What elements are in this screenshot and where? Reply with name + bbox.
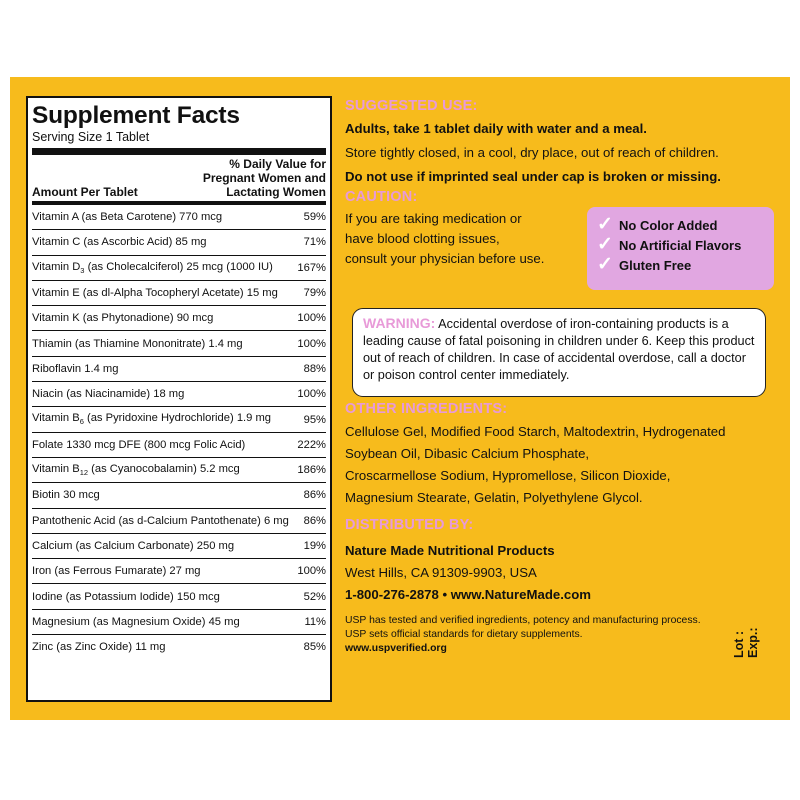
nutrient-row (32, 357, 326, 382)
usp-url: www.uspverified.org (345, 643, 447, 654)
ingredients-line: Cellulose Gel, Modified Food Starch, Maltodextrin, Hydrogenated (345, 424, 726, 439)
seal-warning-line: Do not use if imprinted seal under cap is broken or missing. (345, 169, 721, 184)
nutrient-daily-value: 100% (297, 337, 326, 350)
nutrient-name: Vitamin $B_{12}$ (as Cyanocobalamin) 5.2 mcg (32, 463, 240, 478)
check-icon: ✓ (597, 214, 613, 235)
nutrient-row (32, 331, 326, 356)
nutrient-name: Folate 1330 mcg DFE (800 mcg Folic Acid) (32, 438, 246, 451)
exp-label: Exp.: (746, 627, 760, 658)
nutrient-daily-value: 88% (303, 362, 326, 375)
nutrient-daily-value: 52% (303, 590, 326, 603)
nutrient-daily-value: 100% (297, 565, 326, 578)
company-name: Nature Made Nutritional Products (345, 543, 555, 558)
badge-item: ✓ No Artificial Flavors (597, 234, 742, 255)
nutrient-name: Vitamin A (as Beta Carotene) 770 mcg (32, 211, 223, 224)
suggested-use-line: Adults, take 1 tablet daily with water and a meal. (345, 121, 647, 136)
nutrient-daily-value: 79% (303, 287, 326, 300)
ingredients-line: Magnesium Stearate, Gelatin, Polyethylene Glycol. (345, 490, 643, 505)
suggested-use-heading: SUGGESTED USE: (345, 98, 478, 114)
ingredients-line: Soybean Oil, Dibasic Calcium Phosphate, (345, 446, 590, 461)
nutrient-daily-value: 100% (297, 312, 326, 325)
warning-heading: WARNING: (363, 315, 436, 331)
nutrient-row (32, 230, 326, 255)
storage-line: Store tightly closed, in a cool, dry place, out of reach of children. (345, 145, 719, 160)
nutrient-daily-value: 86% (303, 514, 326, 527)
nutrient-name: Calcium (as Calcium Carbonate) 250 mg (32, 540, 235, 552)
serving-size: Serving Size 1 Tablet (32, 130, 326, 155)
nutrient-row (32, 407, 326, 432)
nutrient-name: Vitamin E (as dl-Alpha Tocopheryl Acetate) 15 mg (32, 287, 278, 300)
contact-line: 1-800-276-2878 • www.NatureMade.com (345, 587, 592, 602)
check-icon: ✓ (597, 234, 613, 255)
lot-exp-stamp (732, 627, 760, 658)
nutrient-daily-value: 19% (303, 540, 326, 552)
badge-item: ✓ Gluten Free (597, 254, 692, 275)
nutrient-row (32, 281, 326, 306)
other-ingredients-heading: OTHER INGREDIENTS: (345, 401, 508, 417)
nutrient-name: Pantothenic Acid (as d-Calcium Pantothenate) 6 mg (32, 514, 289, 527)
nutrient-row (32, 458, 326, 483)
facts-column-header (32, 155, 326, 205)
nutrient-name: Niacin (as Niacinamide) 18 mg (32, 388, 185, 401)
amount-header: Amount Per Tablet (32, 185, 138, 199)
nutrient-daily-value: 222% (297, 438, 326, 451)
caution-line: If you are taking medication or (345, 211, 522, 226)
warning-box (352, 308, 766, 397)
nutrient-name: Zinc (as Zinc Oxide) 11 mg (32, 641, 166, 654)
nutrient-daily-value: 186% (297, 464, 326, 477)
nutrient-daily-value: 85% (303, 641, 326, 654)
nutrient-daily-value: 100% (297, 388, 326, 401)
usp-statement: USP has tested and verified ingredients, potency and manufacturing process. (345, 615, 701, 626)
nutrient-name: Vitamin $D_3$ (as Cholecalciferol) 25 mcg (1000 IU) (32, 260, 273, 275)
distributed-heading: DISTRIBUTED BY: (345, 517, 474, 533)
nutrient-name: Iodine (as Potassium Iodide) 150 mcg (32, 590, 220, 603)
nutrient-row (32, 559, 326, 584)
facts-title: Supplement Facts (32, 102, 240, 129)
caution-line: consult your physician before use. (345, 251, 545, 266)
nutrient-name: Vitamin C (as Ascorbic Acid) 85 mg (32, 236, 207, 249)
supplement-facts-panel (26, 96, 332, 702)
nutrient-daily-value: 167% (297, 261, 326, 274)
nutrient-row (32, 306, 326, 331)
badge-item: ✓ No Color Added (597, 214, 718, 235)
nutrient-name: Thiamin (as Thiamine Mononitrate) 1.4 mg (32, 337, 243, 350)
nutrient-daily-value: 86% (303, 489, 326, 502)
nutrient-row (32, 635, 326, 659)
nutrient-name: Biotin 30 mcg (32, 489, 100, 502)
nutrient-row (32, 584, 326, 609)
nutrient-name: Vitamin K (as Phytonadione) 90 mcg (32, 312, 214, 325)
nutrient-name: Iron (as Ferrous Fumarate) 27 mg (32, 565, 201, 578)
nutrient-daily-value: 11% (304, 615, 326, 628)
lot-label: Lot : (732, 630, 746, 658)
company-address: West Hills, CA 91309-9903, USA (345, 565, 537, 580)
nutrient-row (32, 610, 326, 635)
warning-text: Accidental overdose of iron-containing products is a leading cause of fatal poisoning in children under 6. Keep this product out of reach of children. In case of accidental overdose, call a doctor or poison control center immediately. (363, 317, 755, 382)
nutrient-row (32, 256, 326, 281)
nutrient-row (32, 509, 326, 534)
nutrient-name: Magnesium (as Magnesium Oxide) 45 mg (32, 615, 240, 628)
check-icon: ✓ (597, 254, 613, 275)
free-from-badge (587, 207, 774, 290)
caution-line: have blood clotting issues, (345, 231, 500, 246)
caution-heading: CAUTION: (345, 189, 418, 205)
daily-value-header: % Daily Value for Pregnant Women and Lactating Women (202, 157, 326, 199)
nutrient-row (32, 382, 326, 407)
nutrient-row (32, 205, 326, 230)
nutrient-row (32, 534, 326, 559)
nutrient-row (32, 483, 326, 508)
nutrient-daily-value: 59% (303, 211, 326, 224)
nutrient-daily-value: 95% (303, 413, 326, 426)
usp-statement: USP sets official standards for dietary supplements. (345, 629, 583, 640)
nutrient-name: Riboflavin 1.4 mg (32, 362, 119, 375)
nutrient-row (32, 433, 326, 458)
ingredients-line: Croscarmellose Sodium, Hypromellose, Silicon Dioxide, (345, 468, 671, 483)
nutrient-daily-value: 71% (303, 236, 326, 249)
nutrient-rows (32, 205, 326, 659)
nutrient-name: Vitamin $B_6$ (as Pyridoxine Hydrochloride) 1.9 mg (32, 412, 272, 427)
